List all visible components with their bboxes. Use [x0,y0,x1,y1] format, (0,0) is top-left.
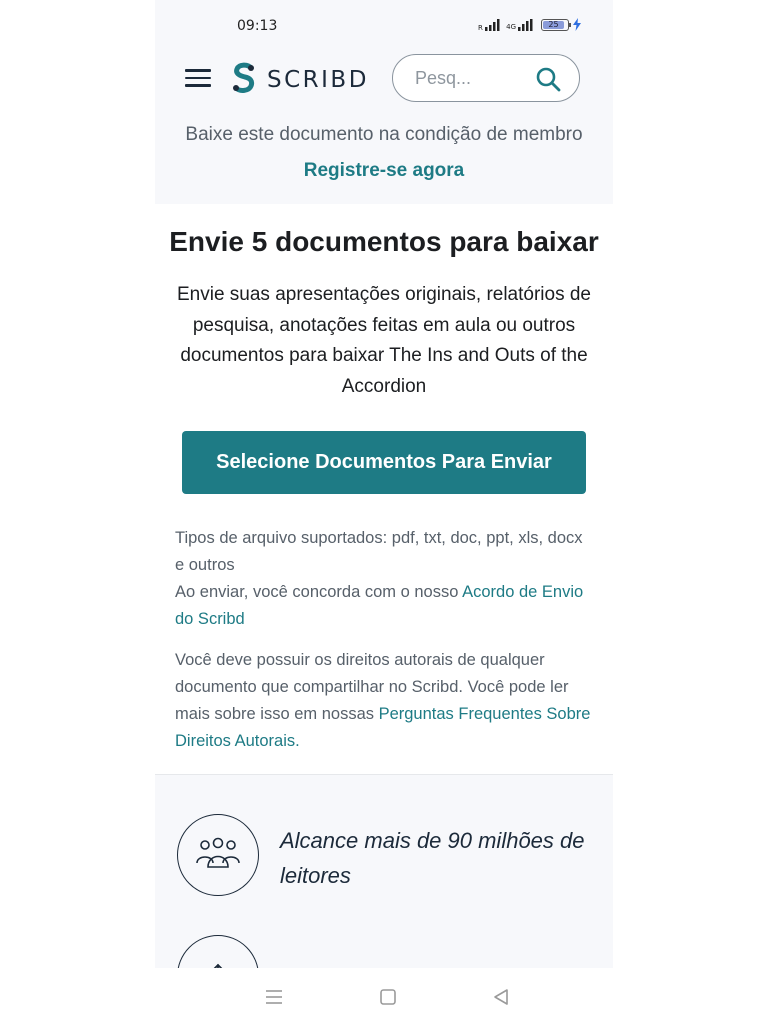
upload-arrow-icon [177,935,259,968]
banner-text: Baixe este documento na condição de membro [185,124,583,145]
signal-4g-icon [506,19,537,31]
back-triangle-icon[interactable] [490,986,512,1008]
agreement-prefix: Ao enviar, você concorda com o nosso [175,583,463,601]
svg-text:R: R [478,23,483,31]
register-link[interactable]: Registre-se agora [303,160,465,181]
hamburger-menu-icon[interactable] [185,69,211,89]
copyright-faq-link[interactable]: Perguntas Frequentes Sobre Direitos Autorais [175,705,591,750]
search-box[interactable] [392,54,580,102]
copyright-text: Você deve possuir os direitos autorais de qualquer documento que compartilhar no Scribd. Você pode ler mais sobre isso em nossas [175,651,569,723]
charging-icon [573,18,581,31]
search-icon[interactable] [535,66,561,92]
logo-text: SCRIBD [267,67,369,93]
page-title: Envie 5 documentos para baixar [169,226,599,257]
upload-agreement-link[interactable]: Acordo de Envio do Scribd [175,583,584,628]
features-section [155,775,613,968]
status-time: 09:13 [237,18,278,34]
page-description: Envie suas apresentações originais, relatórios de pesquisa, anotações feitas em aula ou outros documentos para baixar The Ins and Outs of the Accordion [176,284,591,397]
scribd-logo-icon [231,62,257,99]
status-icons [478,18,581,31]
status-bar [155,0,613,52]
file-types-text: Tipos de arquivo suportados: pdf, txt, doc, ppt, xls, docx e outros [175,529,583,574]
battery-icon [541,19,569,31]
signal-r-icon [478,19,502,31]
home-square-icon[interactable] [377,986,399,1008]
member-banner [155,108,613,204]
upload-info [175,525,593,633]
readers-group-icon [177,814,259,896]
agreement-text [175,579,593,633]
recent-apps-icon[interactable] [263,986,285,1008]
search-input[interactable] [413,67,527,90]
select-documents-button[interactable]: Selecione Documentos Para Enviar [182,431,586,494]
copyright-info [175,647,593,755]
copyright-suffix: . [295,732,300,750]
header [155,52,613,108]
feature-readers-text: Alcance mais de 90 milhões de leitores [280,828,585,888]
network-label: 4G [506,22,516,31]
phone-screen [155,0,613,968]
scribd-logo[interactable] [231,62,369,98]
system-nav-bar [0,968,768,1024]
battery-level: 25 [543,21,564,29]
